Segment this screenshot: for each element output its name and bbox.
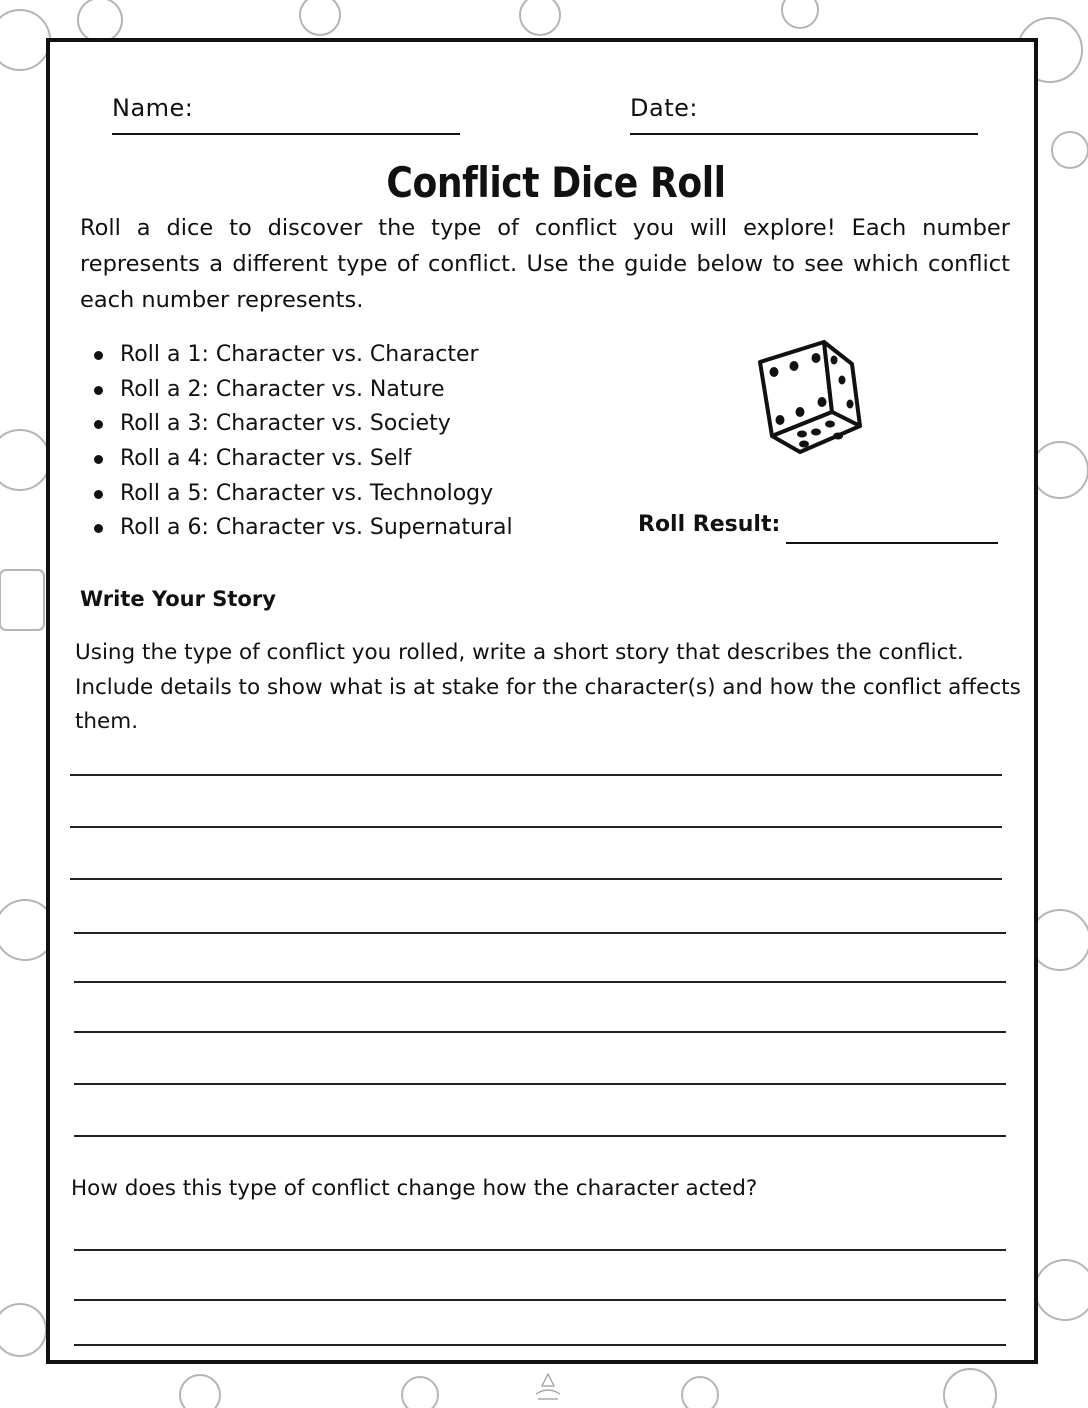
list-item: Roll a 6: Character vs. Supernatural [94, 511, 513, 546]
roll-guide-list [94, 338, 513, 546]
story-writing-line[interactable] [74, 1083, 1006, 1085]
story-writing-line[interactable] [70, 878, 1002, 880]
name-field[interactable] [112, 133, 460, 135]
story-writing-line[interactable] [70, 774, 1002, 776]
worksheet [46, 38, 1038, 1364]
story-writing-line[interactable] [74, 932, 1006, 934]
date-label: Date: [630, 94, 698, 122]
date-field[interactable] [630, 133, 978, 135]
dice-icon [746, 328, 886, 468]
list-item: Roll a 5: Character vs. Technology [94, 477, 513, 512]
bullet-icon [94, 386, 103, 395]
list-item: Roll a 1: Character vs. Character [94, 338, 513, 373]
list-item: Roll a 3: Character vs. Society [94, 407, 513, 442]
story-writing-line[interactable] [74, 1135, 1006, 1137]
story-writing-line[interactable] [70, 826, 1002, 828]
bullet-icon [94, 455, 103, 464]
bullet-icon [94, 524, 103, 533]
bullet-icon [94, 351, 103, 360]
footer-logo [528, 1372, 568, 1402]
roll-result-label: Roll Result: [638, 512, 781, 537]
bullet-icon [94, 420, 103, 429]
story-prompt: Using the type of conflict you rolled, write a short story that describes the conflict. Include details to show what is at stake for the character(s) and how the conflict affects them. [75, 640, 1021, 734]
intro-paragraph: Roll a dice to discover the type of conflict you will explore! Each number represents a different type of conflict. Use the guide below to see which conflict each number represents. [80, 215, 1010, 313]
bullet-icon [94, 490, 103, 499]
story-writing-line[interactable] [74, 1031, 1006, 1033]
page-title: Conflict Dice Roll [386, 158, 726, 207]
write-story-heading: Write Your Story [80, 587, 276, 611]
answer-writing-line[interactable] [74, 1249, 1006, 1251]
story-writing-line[interactable] [74, 981, 1006, 983]
reflection-question: How does this type of conflict change how the character acted? [71, 1176, 758, 1201]
answer-writing-line[interactable] [74, 1344, 1006, 1346]
name-label: Name: [112, 94, 194, 122]
answer-writing-line[interactable] [74, 1299, 1006, 1301]
list-item: Roll a 4: Character vs. Self [94, 442, 513, 477]
list-item: Roll a 2: Character vs. Nature [94, 373, 513, 408]
roll-result-field[interactable] [786, 542, 998, 544]
